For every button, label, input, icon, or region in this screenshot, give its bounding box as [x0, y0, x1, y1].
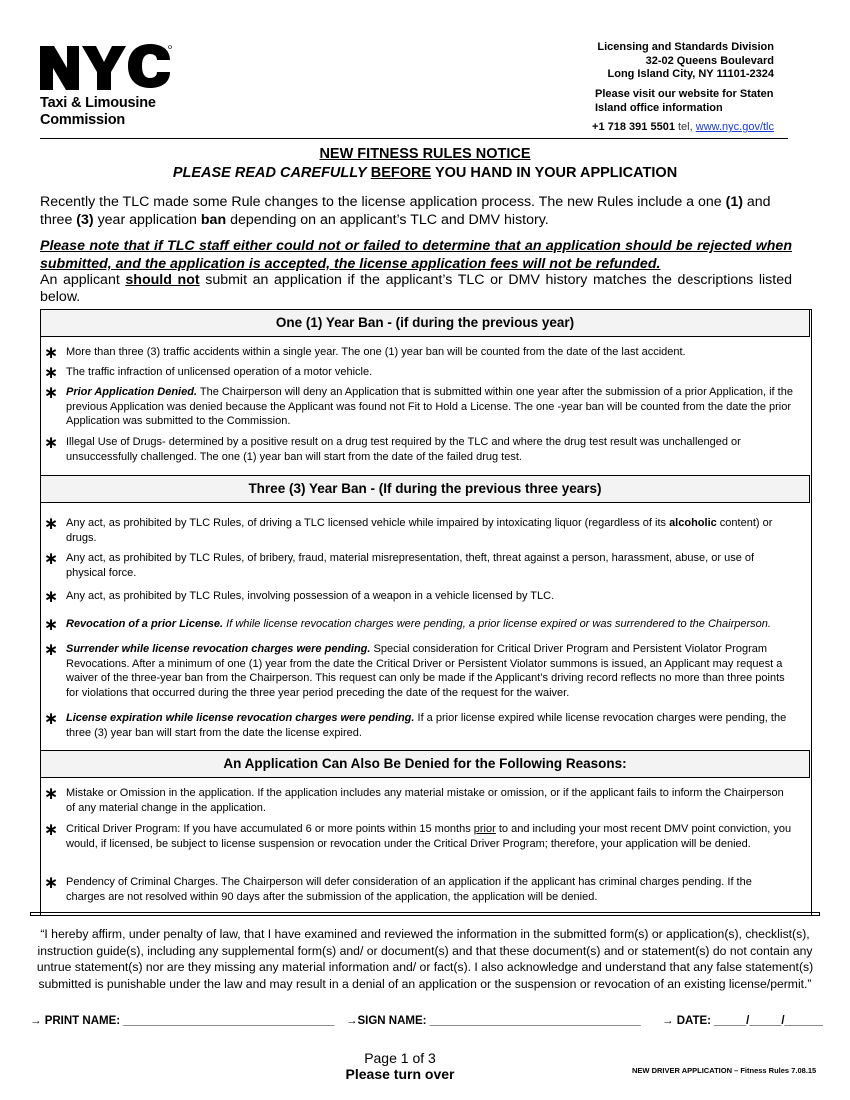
list-item: ∗ Revocation of a prior License. If while license revocation charges were pending, a prior license expired or was surrendered to the Chairperson. — [44, 615, 771, 634]
list-item: ∗ The traffic infraction of unlicensed operation of a motor vehicle. — [44, 363, 373, 382]
asterisk-icon: ∗ — [44, 640, 59, 659]
asterisk-icon: ∗ — [44, 615, 59, 634]
tel-label: tel, — [678, 121, 693, 133]
asterisk-icon: ∗ — [44, 549, 59, 568]
list-item: ∗ Any act, as prohibited by TLC Rules, involving possession of a weapon in a vehicle licensed by TLC. — [44, 587, 555, 606]
phone-number: +1 718 391 5501 — [592, 121, 675, 133]
refund-warning: Please note that if TLC staff either could not or failed to determine that an application should be rejected when submitted, and the application is accepted, the license application fees will not be refunded. — [40, 238, 792, 272]
one-year-ban-heading: One (1) Year Ban - (if during the previous year) — [40, 309, 810, 337]
nyc-logo-mark — [40, 42, 172, 92]
list-item: ∗ Illegal Use of Drugs- determined by a positive result on a drug test required by the TLC and where the drug test result was unchallenged or unsuccessfully challenged. The one (1) year ban will start from the date of the failed drug test. — [44, 433, 741, 463]
list-item: ∗ Surrender while license revocation charges were pending. Special consideration for Critical Driver Program and Persistent Violator Program Revocations. After a minimum of one (1) year from the date the Critical Driver or Persistent Violator summons is issued, an Applicant may request a waiver of the three-year ban from the Chairperson. This request can only be made if the Applicant’s driving record reflects no more than three points for violations that occurred during the three year period preceding the date of the request for the waiver. — [44, 640, 785, 699]
list-item: ∗ Prior Application Denied. The Chairperson will deny an Application that is submitted within one year after the submission of a prior Application, if the previous Application was denied because the Applicant was found not Fit to Hold a License. The one -year ban will be counted from the date the prior Application was submitted to the Commission. — [44, 383, 793, 427]
notice-subtitle — [0, 165, 850, 181]
asterisk-icon: ∗ — [44, 363, 59, 382]
header-divider — [40, 138, 788, 139]
list-item: ∗ License expiration while license revocation charges were pending. If a prior license expired while license revocation charges were pending, the three (3) year ban will start from the date the license expired. — [44, 709, 787, 739]
form-identifier: NEW DRIVER APPLICATION – Fitness Rules 7.08.15 — [632, 1066, 817, 1075]
turn-over-note: Please turn over — [345, 1066, 455, 1082]
tlc-logo — [40, 42, 180, 129]
asterisk-icon: ∗ — [44, 873, 59, 892]
subtitle-part-a: PLEASE READ CAREFULLY — [172, 165, 367, 181]
notice-title: NEW FITNESS RULES NOTICE — [319, 146, 531, 162]
asterisk-icon: ∗ — [44, 784, 59, 803]
list-item: ∗ Any act, as prohibited by TLC Rules, of bribery, fraud, material misrepresentation, theft, threat against a person, harassment, abuse, or use of physical force. — [44, 549, 755, 579]
affirmation-statement: “I hereby affirm, under penalty of law, that I have examined and reviewed the information in the submitted form(s) or application(s), checklist(s), instruction guide(s), including any supplemental form(s) and/ or document(s) and that these document(s) and or statement(s) do not contain any untrue statement(s) nor are they missing any material information and/ or fact(s). I also acknowledge and understand that any false statement(s) submitted is punishable under the law and may result in a denial of an application or the suspension or revocation of an existing license/permit.” — [36, 927, 814, 991]
staten-line-1: Please visit our website for Staten — [595, 88, 774, 100]
city-address: Long Island City, NY 11101-2324 — [607, 68, 774, 80]
denial-reasons-heading: An Application Can Also Be Denied for the Following Reasons: — [40, 750, 810, 778]
street-address: 32-02 Queens Boulevard — [645, 54, 774, 67]
print-name-field[interactable]: → PRINT NAME: _________________________________ — [30, 1015, 335, 1027]
logo-line-2: Commission — [40, 112, 126, 128]
list-item: ∗ Mistake or Omission in the application. If the application includes any material mistake or omission, or if the applicant fails to inform the Chairperson of any material change in the application. — [44, 784, 784, 814]
asterisk-icon: ∗ — [44, 820, 59, 839]
website-link[interactable]: www.nyc.gov/tlc — [695, 121, 774, 133]
list-item: ∗ Critical Driver Program: If you have accumulated 6 or more points within 15 months prior to and including your most recent DMV point conviction, you would, if licensed, be subject to license suspension or revocation under the Critical Driver Program; therefore, your application will be denied. — [44, 820, 792, 850]
list-item: ∗ Any act, as prohibited by TLC Rules, of driving a TLC licensed vehicle while impaired by intoxicating liquor (regardless of its alcoholic content) or drugs. — [44, 514, 773, 544]
asterisk-icon: ∗ — [44, 514, 59, 533]
division-name: Licensing and Standards Division — [597, 41, 774, 53]
asterisk-icon: ∗ — [44, 383, 59, 402]
should-not-paragraph: An applicant should not submit an application if the applicant’s TLC or DMV history matches the descriptions listed below. — [40, 272, 793, 305]
staten-island-note — [595, 87, 785, 115]
date-field[interactable]: → DATE: _____/_____/______ — [662, 1015, 823, 1027]
staten-line-2: Island office information — [595, 102, 723, 114]
office-address — [597, 41, 774, 82]
list-item: ∗ More than three (3) traffic accidents within a single year. The one (1) year ban will be counted from the date of the last accident. — [44, 343, 686, 362]
asterisk-icon: ∗ — [44, 433, 59, 452]
intro-paragraph: Recently the TLC made some Rule changes to the license application process. The new Rules include a one (1) and three (3) year application ban depending on an applicant’s TLC and DMV history. — [40, 194, 771, 228]
sign-name-field[interactable]: →SIGN NAME: _________________________________ — [346, 1015, 641, 1027]
asterisk-icon: ∗ — [44, 709, 59, 728]
contact-line — [592, 121, 774, 133]
asterisk-icon: ∗ — [44, 587, 59, 606]
asterisk-icon: ∗ — [44, 343, 59, 362]
three-year-ban-heading: Three (3) Year Ban - (If during the previous three years) — [40, 475, 810, 503]
subtitle-part-b: BEFORE — [370, 165, 432, 181]
subtitle-part-c: YOU HAND IN YOUR APPLICATION — [434, 165, 678, 181]
rules-box-bottom-rule — [30, 912, 820, 916]
logo-line-1: Taxi & Limousine — [40, 95, 156, 111]
list-item: ∗ Pendency of Criminal Charges. The Chairperson will defer consideration of an application if the applicant has criminal charges pending. If the charges are not resolved within 90 days after the submission of the application, the application will be denied. — [44, 873, 752, 903]
page-number: Page 1 of 3 — [364, 1050, 436, 1066]
